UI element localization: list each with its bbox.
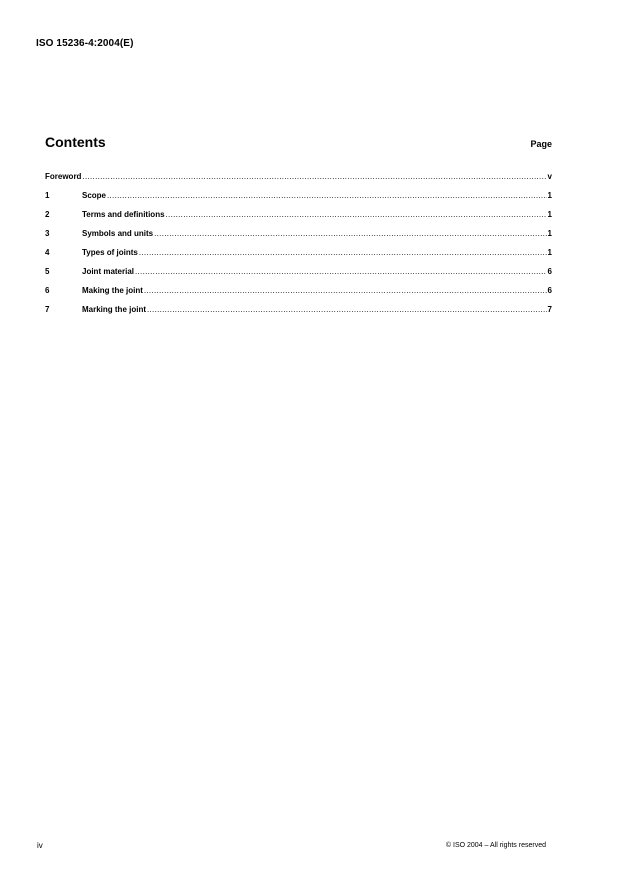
toc-entry-page: 7: [547, 305, 552, 314]
toc-entry-page: v: [547, 172, 552, 181]
footer-copyright: © ISO 2004 – All rights reserved: [445, 842, 546, 849]
footer-page-number: iv: [37, 841, 43, 850]
toc-entry-number: 1: [45, 191, 50, 200]
toc-entry[interactable]: [45, 305, 552, 324]
toc-entry-page: 6: [547, 286, 552, 295]
toc-entry-page: 1: [547, 210, 552, 219]
toc-entry-title: Types of joints: [82, 248, 138, 257]
toc-entry-number: 3: [45, 229, 50, 238]
toc-entry-number: 7: [45, 305, 50, 314]
toc-dot-leader: [135, 267, 547, 276]
toc-entry-title: Marking the joint: [82, 305, 146, 314]
toc-entry-page: 1: [547, 248, 552, 257]
toc-entry-page: 6: [547, 267, 552, 276]
page-column-heading: Page: [530, 139, 552, 149]
toc-dot-leader: [154, 229, 546, 238]
toc-entry-title: Foreword: [45, 172, 82, 181]
toc-entry-page: 1: [547, 191, 552, 200]
toc-entry-foreword[interactable]: [45, 172, 552, 191]
toc-entry-number: 2: [45, 210, 50, 219]
contents-heading: Contents: [45, 134, 106, 150]
toc-entry-number: 6: [45, 286, 50, 295]
toc-entry[interactable]: [45, 229, 552, 248]
toc-entry-title: Terms and definitions: [82, 210, 165, 219]
toc-dot-leader: [82, 172, 546, 181]
toc-dot-leader: [144, 286, 547, 295]
toc-dot-leader: [107, 191, 547, 200]
toc-entry[interactable]: [45, 286, 552, 305]
toc-entry-title: Making the joint: [82, 286, 143, 295]
toc-entry-title: Joint material: [82, 267, 135, 276]
toc-entry-number: 4: [45, 248, 50, 257]
table-of-contents: [45, 172, 552, 324]
toc-entry[interactable]: [45, 191, 552, 210]
toc-entry-number: 5: [45, 267, 50, 276]
toc-entry-page: 1: [547, 229, 552, 238]
toc-dot-leader: [166, 210, 547, 219]
toc-entry-title: Scope: [82, 191, 107, 200]
toc-entry[interactable]: [45, 267, 552, 286]
toc-entry[interactable]: [45, 210, 552, 229]
document-id: ISO 15236-4:2004(E): [36, 38, 134, 49]
toc-dot-leader: [139, 248, 547, 257]
toc-dot-leader: [147, 305, 547, 314]
toc-entry[interactable]: [45, 248, 552, 267]
toc-entry-title: Symbols and units: [82, 229, 154, 238]
